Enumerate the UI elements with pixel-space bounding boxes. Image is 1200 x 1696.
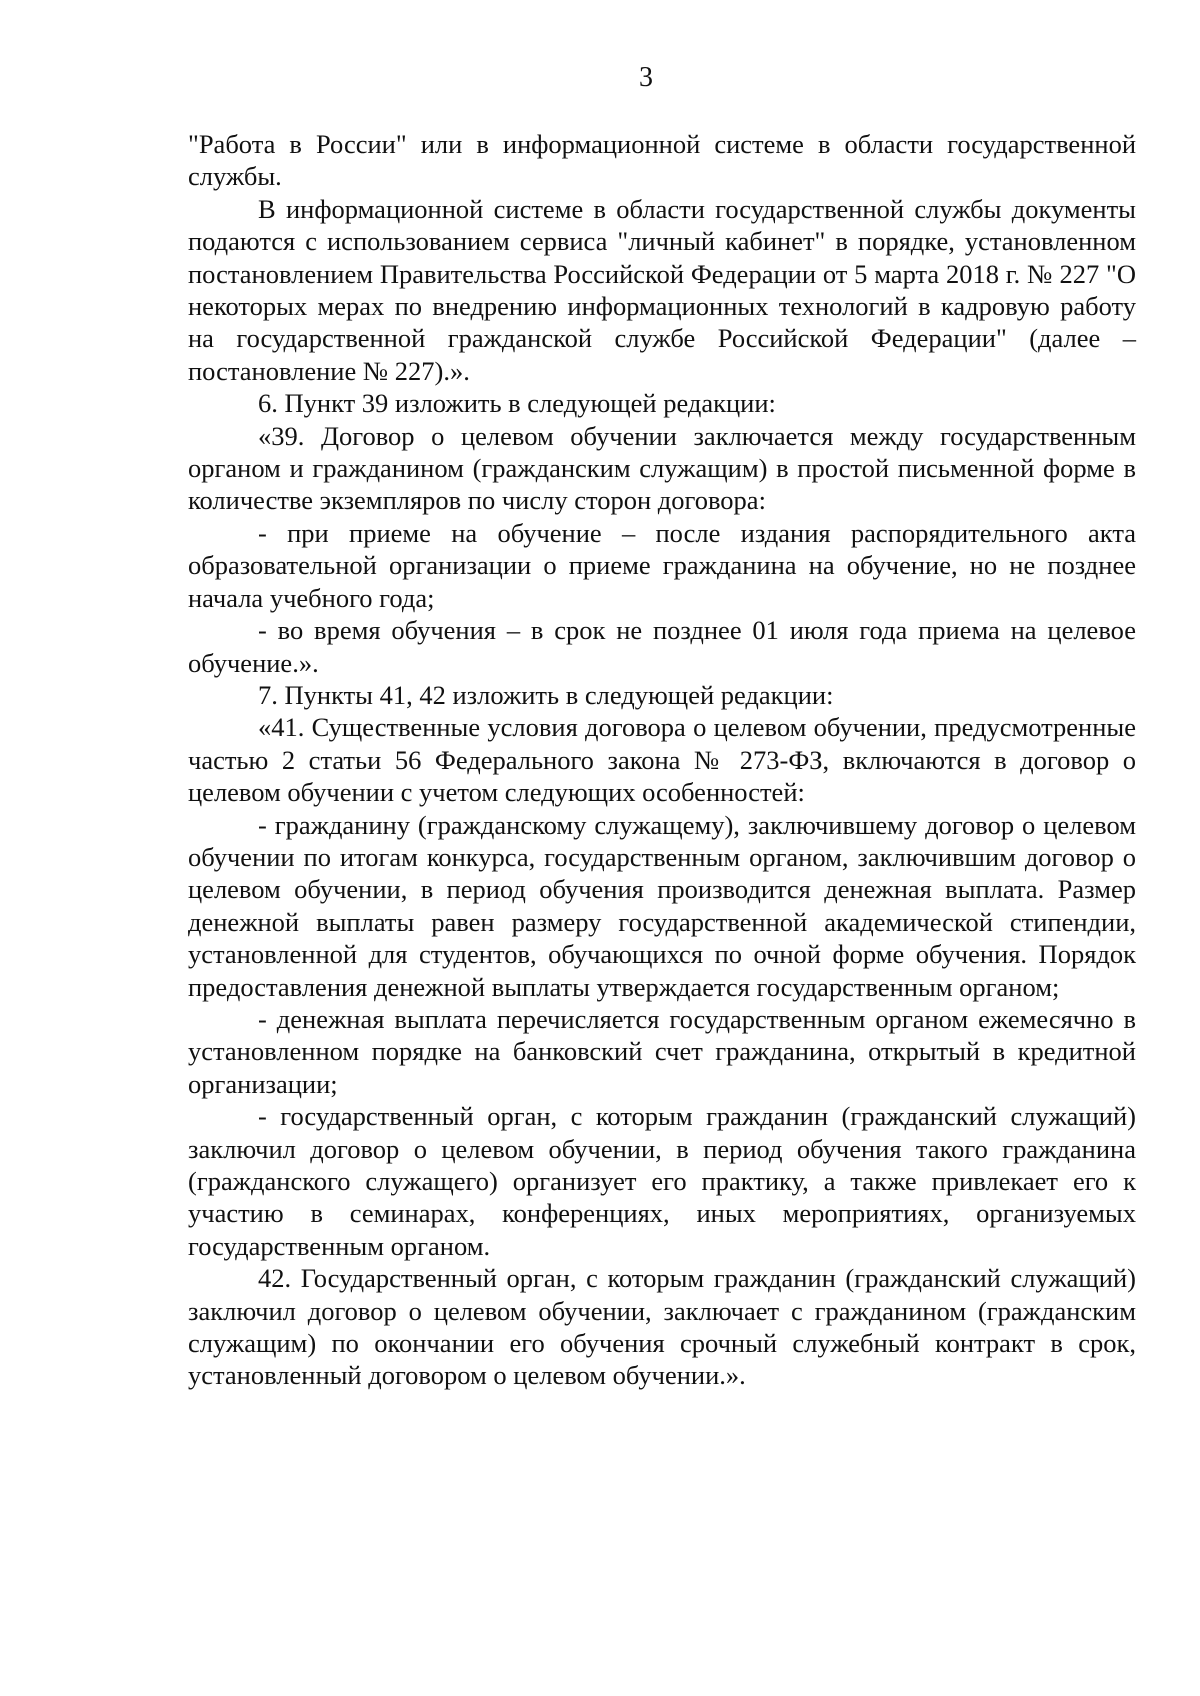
paragraph: - денежная выплата перечисляется государственным органом ежемесячно в установленном порядке на банковский счет гражданина, открытый в кредитной организации;: [188, 1003, 1136, 1099]
paragraph: 42. Государственный орган, с которым гражданин (гражданский служащий) заключил договор о целевом обучении, заключает с гражданином (гражданским служащим) по окончании его обучения срочный служебный контракт в срок, установленный договором о целевом обучении.».: [188, 1263, 1136, 1391]
paragraph: «39. Договор о целевом обучении заключается между государственным органом и гражданином (гражданским служащим) в простой письменной форме в количестве экземпляров по числу сторон договора:: [188, 420, 1136, 516]
paragraph: - во время обучения – в срок не позднее 01 июля года приема на целевое обучение.».: [188, 615, 1136, 678]
paragraph: - государственный орган, с которым гражданин (гражданский служащий) заключил договор о целевом обучении, в период обучения такого гражданина (гражданского служащего) организует его практику, а также привлекает его к участию в семинарах, конференциях, иных мероприятиях, организуемых государственным органом.: [188, 1101, 1136, 1261]
page-number: 3: [639, 62, 653, 93]
document-body: [188, 128, 1136, 1392]
paragraph: - гражданину (гражданскому служащему), заключившему договор о целевом обучении по итогам конкурса, государственным органом, заключившим договор о целевом обучении, в период обучения производится денежная выплата. Размер денежной выплаты равен размеру государственной академической стипендии, установленной для студентов, обучающихся по очной форме обучения. Порядок предоставления денежной выплаты утверждается государственным органом;: [188, 809, 1136, 1002]
paragraph: 6. Пункт 39 изложить в следующей редакции:: [258, 388, 776, 419]
paragraph: В информационной системе в области государственной службы документы подаются с использованием сервиса "личный кабинет" в порядке, установленном постановлением Правительства Российской Федерации от 5 марта 2018 г. № 227 "О некоторых мерах по внедрению информационных технологий в кадровую работу на государственной гражданской службе Российской Федерации" (далее – постановление № 227).».: [188, 193, 1136, 386]
paragraph: «41. Существенные условия договора о целевом обучении, предусмотренные частью 2 статьи 56 Федерального закона № 273-ФЗ, включаются в договор о целевом обучении с учетом следующих особенностей:: [188, 712, 1136, 808]
paragraph: "Работа в России" или в информационной системе в области государственной службы.: [188, 129, 1136, 192]
paragraph: - при приеме на обучение – после издания распорядительного акта образовательной организации о приеме гражданина на обучение, но не позднее начала учебного года;: [188, 517, 1136, 613]
paragraph: 7. Пункты 41, 42 изложить в следующей редакции:: [258, 679, 834, 710]
